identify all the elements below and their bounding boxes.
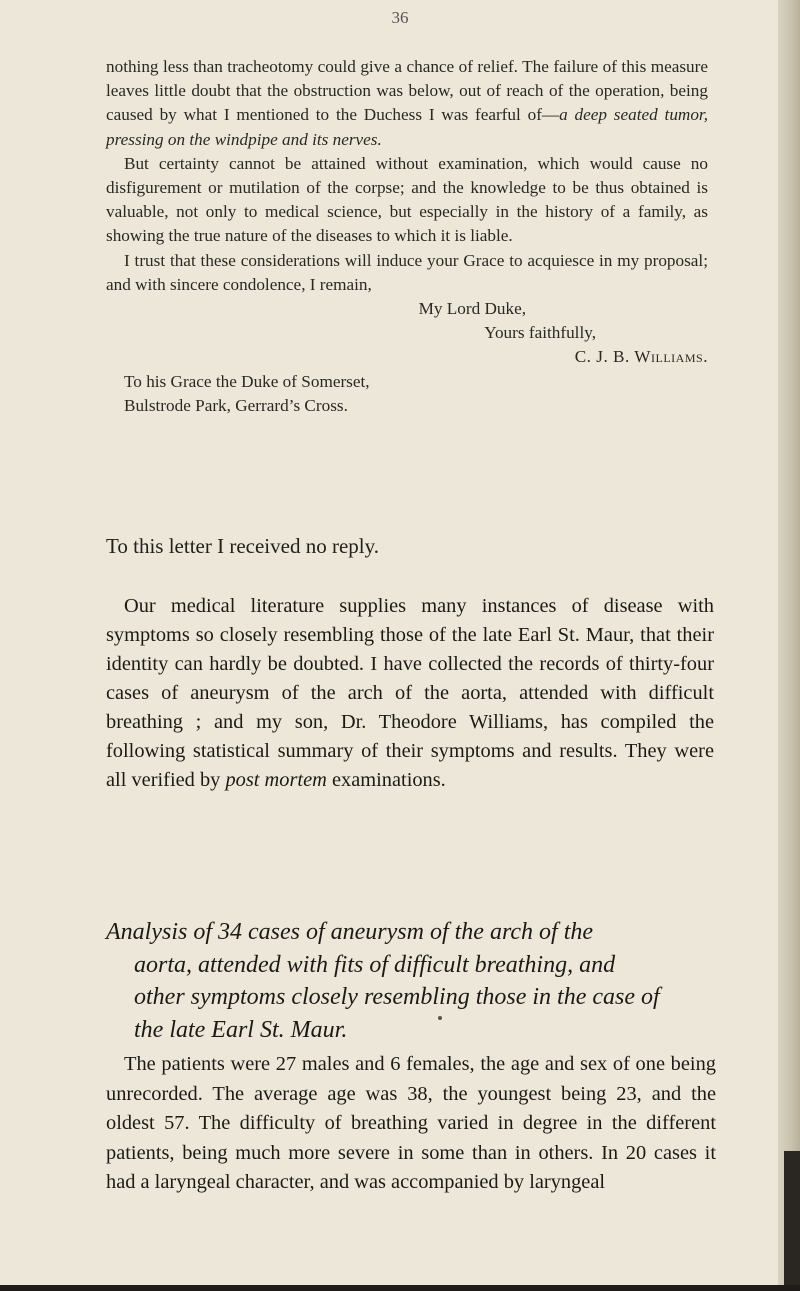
main-paragraph xyxy=(106,592,714,795)
letter-paragraph-1 xyxy=(106,55,708,152)
analysis-heading-line-4: the late Earl St. Maur. xyxy=(134,1016,348,1043)
print-speck xyxy=(438,1016,442,1020)
letter-salutation: My Lord Duke, xyxy=(418,299,526,319)
letter-paragraph-1-italic: a deep seated tumor, pressing on the windpipe and its nerves. xyxy=(106,105,708,149)
patients-paragraph: The patients were 27 males and 6 females, the age and sex of one being unrecorded. The average age was 38, the youngest being 23, and the oldest 57. The difficulty of breathing varied in degree in the different patients, being much more severe in some than in others. In 20 cases it had a laryngeal character, and was accompanied by laryngeal xyxy=(106,1053,716,1193)
analysis-heading-line-1: Analysis of 34 cases of aneurysm of the arch of the xyxy=(106,919,594,945)
analysis-heading-line-3: other symptoms closely resembling those in the case of xyxy=(134,984,660,1010)
letter-block xyxy=(106,55,708,418)
letter-address-line-2: Bulstrode Park, Gerrard’s Cross. xyxy=(124,395,348,415)
analysis-heading xyxy=(106,916,716,1046)
letter-closing: Yours faithfully, xyxy=(484,323,596,343)
main-paragraph-text: Our medical literature supplies many instances of disease with symptoms so closely resembling those of the late Earl St. Maur, that their identity can hardly be doubted. I have collected the records of thirty-four cases of aneurysm of the arch of the aorta, attended with difficult breathing ; and my son, Dr. Theodore Williams, has compiled the following statistical summary of their symptoms and results. They were all verified by xyxy=(106,595,714,791)
page-bottom-edge xyxy=(0,1285,800,1291)
main-paragraph-end: examinations. xyxy=(326,769,446,791)
main-paragraph-italic: post mortem xyxy=(225,769,327,791)
analysis-heading-line-2: aorta, attended with fits of difficult breathing, and xyxy=(134,951,616,978)
reply-line: To this letter I received no reply. xyxy=(106,534,379,558)
page-number: 36 xyxy=(391,8,409,27)
letter-paragraph-1-text: nothing less than tracheotomy could give a chance of relief. The failure of this measure leaves little doubt that the obstruction was below, out of reach of the operation, being caused by what I mentioned to the Duchess I was fearful of— xyxy=(106,57,708,125)
letter-paragraph-3: I trust that these considerations will induce your Grace to acquiesce in my proposal; and with sincere condolence, I remain, xyxy=(106,250,708,294)
letter-address-line-1: To his Grace the Duke of Somerset, xyxy=(124,371,370,391)
letter-signature: C. J. B. Williams. xyxy=(574,347,708,367)
letter-paragraph-2: But certainty cannot be attained without examination, which would cause no disfigurement or mutilation of the corpse; and the knowledge to be thus obtained is valuable, not only to medical science, but especially in the history of a family, as showing the true nature of the diseases to which it is liable. xyxy=(106,153,708,246)
page-corner-shadow xyxy=(784,1151,800,1291)
page-right-edge xyxy=(778,0,800,1291)
